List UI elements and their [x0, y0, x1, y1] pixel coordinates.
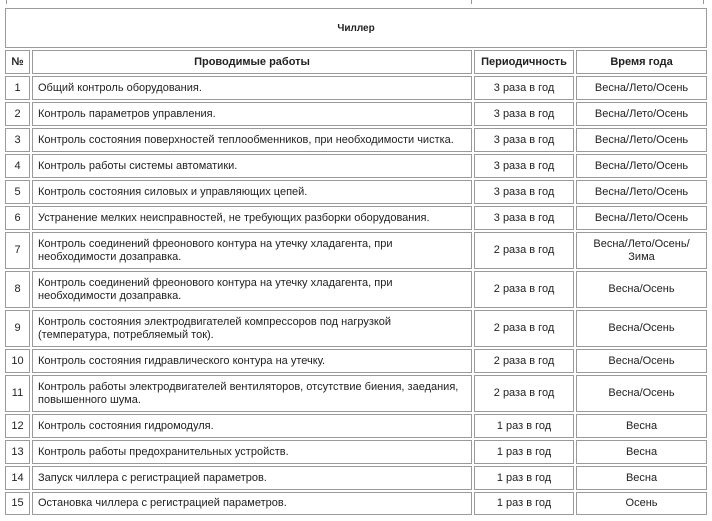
periodicity: 2 раза в год	[474, 232, 574, 269]
table-row	[5, 180, 707, 204]
row-number: 6	[5, 206, 30, 230]
table-row	[5, 76, 707, 100]
table-row	[5, 271, 707, 308]
table-title: Чиллер	[5, 8, 707, 48]
table-row	[5, 310, 707, 347]
season: Весна/Лето/Осень	[576, 206, 707, 230]
work-description: Контроль соединений фреонового контура на утечку хладагента, при необходимости дозаправка.	[32, 271, 472, 308]
table-row	[5, 349, 707, 373]
periodicity: 2 раза в год	[474, 271, 574, 308]
season: Весна/Лето/Осень	[576, 180, 707, 204]
header-num: №	[5, 50, 30, 74]
season: Весна/Лето/Осень	[576, 128, 707, 152]
season: Весна	[576, 414, 707, 438]
season: Весна/Лето/Осень/Зима	[576, 232, 707, 269]
work-description: Общий контроль оборудования.	[32, 76, 472, 100]
row-number: 7	[5, 232, 30, 269]
row-number: 10	[5, 349, 30, 373]
periodicity: 3 раза в год	[474, 206, 574, 230]
table-row	[5, 232, 707, 269]
title-row	[5, 8, 707, 48]
previous-table-border	[0, 0, 712, 4]
work-description: Контроль работы электродвигателей вентиляторов, отсутствие биения, заедания, повышенного шума.	[32, 375, 472, 412]
table-row	[5, 492, 707, 515]
row-number: 14	[5, 466, 30, 490]
season: Весна	[576, 466, 707, 490]
header-period: Периодичность	[474, 50, 574, 74]
work-description: Контроль состояния поверхностей теплообменников, при необходимости чистка.	[32, 128, 472, 152]
season: Весна/Осень	[576, 375, 707, 412]
periodicity: 3 раза в год	[474, 128, 574, 152]
season: Весна/Лето/Осень	[576, 102, 707, 126]
season: Осень	[576, 492, 707, 515]
header-season: Время года	[576, 50, 707, 74]
table-body	[5, 8, 707, 515]
periodicity: 1 раз в год	[474, 466, 574, 490]
table-row	[5, 102, 707, 126]
work-description: Запуск чиллера с регистрацией параметров.	[32, 466, 472, 490]
periodicity: 1 раз в год	[474, 492, 574, 515]
periodicity: 2 раза в год	[474, 310, 574, 347]
table-row	[5, 128, 707, 152]
periodicity: 3 раза в год	[474, 102, 574, 126]
row-number: 2	[5, 102, 30, 126]
season: Весна	[576, 440, 707, 464]
periodicity: 2 раза в год	[474, 349, 574, 373]
periodicity: 3 раза в год	[474, 180, 574, 204]
border-tick	[6, 0, 7, 4]
border-tick	[471, 0, 472, 4]
maintenance-table	[3, 6, 709, 517]
work-description: Контроль состояния гидромодуля.	[32, 414, 472, 438]
season: Весна/Осень	[576, 349, 707, 373]
periodicity: 1 раз в год	[474, 440, 574, 464]
row-number: 13	[5, 440, 30, 464]
work-description: Контроль работы предохранительных устройств.	[32, 440, 472, 464]
row-number: 1	[5, 76, 30, 100]
season: Весна/Осень	[576, 271, 707, 308]
periodicity: 2 раза в год	[474, 375, 574, 412]
season: Весна/Лето/Осень	[576, 154, 707, 178]
season: Весна/Лето/Осень	[576, 76, 707, 100]
periodicity: 1 раз в год	[474, 414, 574, 438]
table-row	[5, 414, 707, 438]
border-tick	[703, 0, 704, 4]
table-row	[5, 375, 707, 412]
periodicity: 3 раза в год	[474, 76, 574, 100]
work-description: Контроль параметров управления.	[32, 102, 472, 126]
work-description: Остановка чиллера с регистрацией параметров.	[32, 492, 472, 515]
table-row	[5, 466, 707, 490]
row-number: 5	[5, 180, 30, 204]
row-number: 4	[5, 154, 30, 178]
work-description: Устранение мелких неисправностей, не требующих разборки оборудования.	[32, 206, 472, 230]
row-number: 3	[5, 128, 30, 152]
table-row	[5, 154, 707, 178]
row-number: 9	[5, 310, 30, 347]
work-description: Контроль соединений фреонового контура на утечку хладагента, при необходимости дозаправка.	[32, 232, 472, 269]
periodicity: 3 раза в год	[474, 154, 574, 178]
table-row	[5, 440, 707, 464]
row-number: 15	[5, 492, 30, 515]
work-description: Контроль работы системы автоматики.	[32, 154, 472, 178]
work-description: Контроль состояния электродвигателей компрессоров под нагрузкой (температура, потребляемый ток).	[32, 310, 472, 347]
work-description: Контроль состояния гидравлического контура на утечку.	[32, 349, 472, 373]
row-number: 12	[5, 414, 30, 438]
row-number: 11	[5, 375, 30, 412]
row-number: 8	[5, 271, 30, 308]
work-description: Контроль состояния силовых и управляющих цепей.	[32, 180, 472, 204]
table-row	[5, 206, 707, 230]
header-work: Проводимые работы	[32, 50, 472, 74]
header-row	[5, 50, 707, 74]
season: Весна/Осень	[576, 310, 707, 347]
